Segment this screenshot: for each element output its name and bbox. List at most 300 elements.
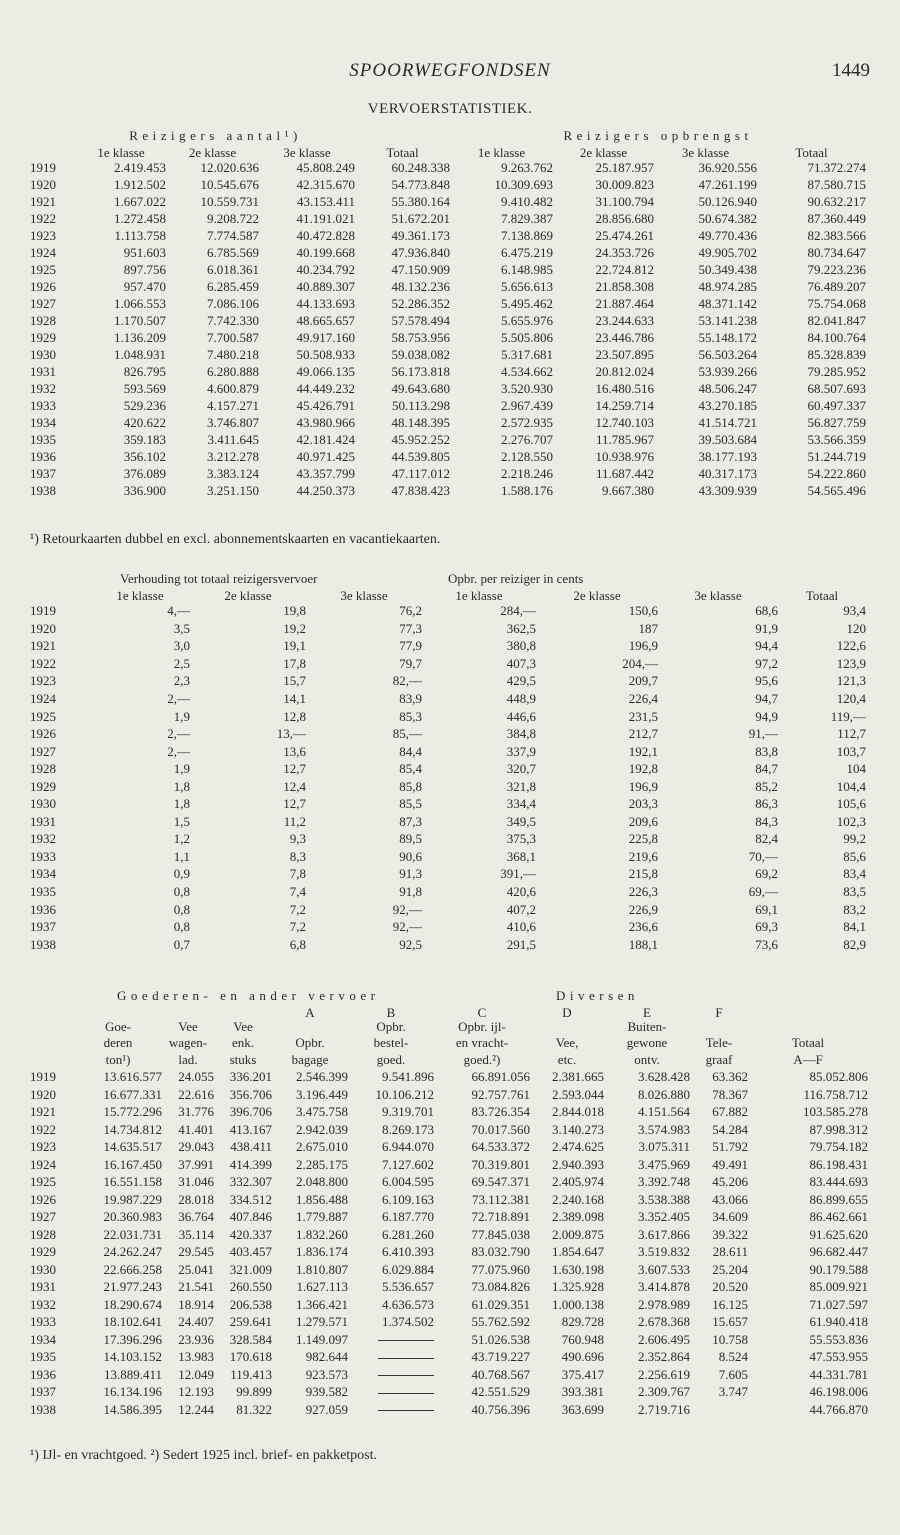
value-cell: 9,3 (289, 831, 306, 847)
value-cell: 215,8 (628, 866, 658, 882)
value-cell: 2.048.800 (296, 1174, 348, 1189)
value-cell: 219,6 (628, 848, 658, 864)
year-cell: 1936 (30, 1366, 56, 1382)
value-cell: 69,1 (755, 901, 778, 917)
value-cell: 12,4 (283, 778, 306, 794)
value-cell: 83,8 (755, 743, 778, 759)
year-cell: 1927 (30, 743, 56, 759)
value-cell: 1.000.138 (552, 1296, 604, 1312)
value-cell: 72.718.891 (471, 1209, 530, 1224)
value-cell: 83.444.693 (809, 1174, 868, 1189)
value-cell: 192,8 (628, 761, 658, 777)
value-cell: 103.585.278 (803, 1104, 868, 1119)
table-row (30, 295, 866, 312)
value-cell: 48.506.247 (698, 381, 757, 396)
value-cell: 2.593.044 (552, 1086, 604, 1102)
table-row (30, 1348, 868, 1366)
value-cell: 328.584 (229, 1331, 272, 1347)
value-cell: 170.618 (229, 1349, 272, 1364)
column-header: Tele- graaf (705, 1035, 733, 1067)
table-row (30, 244, 866, 261)
table-row (30, 918, 866, 936)
value-cell: 3.411.645 (207, 432, 259, 447)
column-header: Buiten- gewone ontv. (626, 1019, 668, 1067)
value-cell: 47.117.012 (391, 466, 450, 481)
value-cell: 2.940.393 (552, 1156, 604, 1172)
table-row (30, 329, 866, 346)
value-cell: 2.285.175 (296, 1156, 348, 1172)
value-cell: 73.084.826 (471, 1279, 530, 1294)
value-cell: 52.286.352 (391, 296, 450, 311)
value-cell: 43.719.227 (471, 1349, 530, 1364)
value-cell: 231,5 (628, 708, 658, 724)
value-cell: 8.026.880 (638, 1086, 690, 1102)
value-cell: 53.939.266 (698, 364, 757, 379)
value-cell: 14.734.812 (103, 1121, 162, 1137)
value-cell: 7,2 (289, 919, 306, 935)
value-cell: 42.315.670 (296, 177, 355, 192)
value-cell: 363.699 (561, 1401, 604, 1417)
value-cell: 14.103.152 (103, 1349, 162, 1364)
value-cell: 1.325.928 (552, 1279, 604, 1294)
footnote-retourkaarten: ¹) Retourkaarten dubbel en excl. abonnementskaarten en vacantiekaarten. (30, 532, 441, 547)
value-cell: 68.507.693 (807, 381, 866, 396)
year-cell: 1935 (30, 1349, 56, 1364)
value-cell: 3.538.388 (638, 1191, 690, 1207)
value-cell: 28.856.680 (595, 211, 654, 226)
value-cell: 1,8 (173, 778, 190, 794)
value-cell: 48.665.657 (296, 313, 355, 328)
value-cell: 6.004.595 (382, 1174, 434, 1189)
table-row (30, 1068, 868, 1086)
value-cell: 1.066.553 (114, 296, 166, 311)
value-cell: 49.066.135 (296, 364, 355, 379)
value-cell: 83.726.354 (471, 1104, 530, 1119)
value-cell: 826.795 (123, 364, 166, 379)
value-cell: 17.396.296 (103, 1331, 162, 1347)
value-cell: 196,9 (628, 778, 658, 794)
value-cell: 87.360.449 (807, 211, 866, 226)
value-cell: 375.417 (561, 1366, 604, 1382)
value-cell: 23.446.786 (595, 330, 654, 345)
value-cell: 10.545.676 (200, 177, 259, 192)
year-cell: 1934 (30, 415, 56, 430)
value-cell: 83,4 (843, 866, 866, 882)
value-cell: 260.550 (229, 1279, 272, 1294)
table-row (30, 1365, 868, 1383)
year-cell: 1931 (30, 1279, 56, 1294)
value-cell: 1.374.502 (382, 1314, 434, 1329)
value-cell: 48.132.236 (391, 279, 450, 294)
column-header: 1e klasse (97, 145, 145, 160)
year-cell: 1925 (30, 262, 56, 277)
value-cell: 43.309.939 (698, 483, 757, 498)
value-cell: 11.687.442 (595, 466, 654, 481)
value-cell: 2.719.716 (638, 1401, 690, 1417)
value-cell: 5.495.462 (501, 296, 553, 311)
value-cell: 73,6 (755, 936, 778, 952)
value-cell: 42.551.529 (471, 1384, 530, 1399)
year-cell: 1933 (30, 848, 56, 864)
value-cell: 8.524 (718, 1349, 748, 1364)
value-cell: 85,4 (399, 761, 422, 777)
value-cell (690, 1400, 748, 1418)
column-header: Totaal A—F (791, 1035, 825, 1067)
value-cell: 259.641 (229, 1314, 272, 1329)
value-cell: 11,2 (283, 813, 306, 829)
value-cell: 50.349.438 (698, 262, 757, 277)
value-cell: 337,9 (506, 743, 536, 759)
value-cell: 61.029.351 (471, 1296, 530, 1312)
value-cell: 49.491 (712, 1156, 748, 1172)
value-cell: 120 (846, 620, 866, 636)
year-cell: 1928 (30, 1226, 56, 1242)
table-row (30, 1330, 868, 1348)
value-cell: 56.173.818 (391, 364, 450, 379)
running-title: SPOORWEGFONDSEN (349, 60, 551, 81)
value-cell: 897.756 (123, 262, 166, 277)
value-cell: 7.480.218 (207, 347, 259, 362)
value-cell: 2.606.495 (638, 1331, 690, 1347)
value-cell: 85,— (392, 726, 422, 742)
value-cell: 85.052.806 (809, 1069, 868, 1084)
goods-table (30, 985, 868, 1418)
year-cell: 1919 (30, 160, 56, 175)
value-cell: 40.768.567 (471, 1366, 530, 1382)
value-cell: 50.113.298 (391, 398, 450, 413)
column-letter: F (715, 1005, 723, 1020)
value-cell: 951.603 (123, 245, 166, 260)
value-cell: 5.655.976 (501, 313, 553, 328)
value-cell: 1.912.502 (114, 177, 166, 192)
value-cell: 3.251.150 (207, 483, 259, 498)
table-row (30, 795, 866, 813)
value-cell: 6,8 (289, 936, 306, 952)
group-header-diversen: Diversen (556, 988, 639, 1003)
value-cell: 321,8 (506, 778, 536, 794)
value-cell: 18.914 (178, 1296, 214, 1312)
value-cell: 21.541 (178, 1279, 214, 1294)
value-cell: 77.075.960 (471, 1261, 530, 1277)
value-cell: 1.627.113 (296, 1279, 348, 1294)
value-cell: 393.381 (561, 1384, 604, 1399)
value-cell: 53.141.238 (698, 313, 757, 328)
year-cell: 1919 (30, 1069, 56, 1084)
value-cell: 39.322 (712, 1226, 748, 1242)
table-row (30, 813, 866, 831)
value-cell: 79,7 (399, 655, 422, 671)
value-cell: 40.889.307 (296, 279, 355, 294)
value-cell: 16.134.196 (103, 1384, 162, 1399)
value-cell: 87,3 (399, 813, 422, 829)
value-cell: 50.674.382 (698, 211, 757, 226)
value-cell: 2.352.864 (638, 1349, 690, 1364)
column-header: Vee wagen- lad. (168, 1019, 208, 1067)
value-cell: 69,3 (755, 919, 778, 935)
value-cell: 19.987.229 (103, 1191, 162, 1207)
value-cell: 85,5 (399, 796, 422, 812)
value-cell: 70,— (748, 848, 778, 864)
value-cell: 22.724.812 (595, 262, 654, 277)
table-row (30, 672, 866, 690)
value-cell: 45.206 (712, 1174, 748, 1189)
table-row (30, 1190, 868, 1208)
value-cell: 23.244.633 (595, 313, 654, 328)
value-cell: 829.728 (561, 1314, 604, 1329)
value-cell: 13.983 (178, 1349, 214, 1364)
value-cell: 376.089 (123, 466, 166, 481)
group-header-goods: Goederen- en ander vervoer (117, 988, 380, 1003)
value-cell: 12,7 (283, 761, 306, 777)
value-cell: 380,8 (506, 638, 536, 654)
value-cell: 104,4 (836, 778, 866, 794)
value-cell: 77,9 (399, 638, 422, 654)
value-cell: 22.666.258 (103, 1261, 162, 1277)
year-cell: 1937 (30, 919, 56, 935)
column-header: Vee, etc. (555, 1035, 579, 1067)
value-cell: 99.899 (236, 1384, 272, 1399)
value-cell: 2,5 (173, 655, 190, 671)
group-header-passenger-count: Reizigers aantal¹) (129, 128, 302, 143)
value-cell: 71.372.274 (807, 160, 866, 175)
value-cell: 55.553.836 (809, 1331, 868, 1347)
value-cell: 81.322 (236, 1401, 272, 1417)
column-header: 3e klasse (694, 588, 742, 603)
year-cell: 1937 (30, 1384, 56, 1399)
table-row (30, 655, 866, 673)
year-cell: 1920 (30, 177, 56, 192)
value-cell: 16.551.158 (103, 1174, 162, 1189)
year-cell: 1936 (30, 901, 56, 917)
year-cell: 1924 (30, 691, 56, 706)
value-cell: 40.317.173 (698, 466, 757, 481)
value-cell: 4.636.573 (382, 1296, 434, 1312)
value-cell: 1.279.571 (296, 1314, 348, 1329)
year-cell: 1935 (30, 884, 56, 900)
value-cell: 3.574.983 (638, 1121, 690, 1137)
value-cell: 5.536.657 (382, 1279, 434, 1294)
value-cell: 2.218.246 (501, 466, 553, 481)
value-cell: 105,6 (836, 796, 866, 812)
value-cell: 391,— (500, 866, 536, 882)
value-cell: 284,— (500, 603, 536, 619)
value-cell: 94,7 (755, 691, 778, 706)
value-cell: 31.100.794 (595, 194, 654, 209)
value-cell: 5.656.613 (501, 279, 553, 294)
table-row (30, 1208, 868, 1226)
year-cell: 1921 (30, 1104, 56, 1119)
value-cell: 2.942.039 (296, 1121, 348, 1137)
value-cell: 13.616.577 (103, 1069, 162, 1084)
value-cell: 85,6 (843, 848, 866, 864)
value-cell: 29.043 (178, 1139, 214, 1154)
value-cell: 6.029.884 (382, 1261, 434, 1277)
table-row (30, 1120, 868, 1138)
value-cell: 92.757.761 (471, 1086, 530, 1102)
value-cell: 3.140.273 (552, 1121, 604, 1137)
value-cell: 4.151.564 (638, 1104, 690, 1119)
value-cell: 57.578.494 (391, 313, 450, 328)
value-cell: 7.829.387 (501, 211, 553, 226)
value-cell: 36.920.556 (698, 160, 757, 175)
year-cell: 1923 (30, 1139, 56, 1154)
table-row (30, 1243, 868, 1261)
table-row (30, 431, 866, 448)
value-cell: 5.505.806 (501, 330, 553, 345)
table-row (30, 1155, 868, 1173)
value-cell: 48.371.142 (698, 296, 757, 311)
value-cell: 2.128.550 (501, 449, 553, 464)
value-cell: 82.041.847 (807, 313, 866, 328)
value-cell: 7.605 (718, 1366, 748, 1382)
table-row (30, 900, 866, 918)
value-cell: 91,— (748, 726, 778, 742)
year-cell: 1919 (30, 603, 56, 619)
table-row (30, 414, 866, 431)
value-cell: 939.582 (305, 1384, 348, 1399)
value-cell: 116.758.712 (803, 1086, 868, 1102)
dash-line (378, 1410, 434, 1411)
value-cell: 10.559.731 (200, 194, 259, 209)
value-cell: 7.127.602 (382, 1156, 434, 1172)
value-cell: 75.754.068 (807, 296, 866, 311)
value-cell: 99,2 (843, 831, 866, 847)
value-cell: 34.609 (712, 1209, 748, 1224)
table-row (30, 193, 866, 210)
value-cell: 982.644 (305, 1349, 348, 1364)
value-cell: 84.100.764 (807, 330, 866, 345)
value-cell: 321.009 (229, 1261, 272, 1277)
value-cell: 10.106.212 (375, 1086, 434, 1102)
value-cell: 16.125 (712, 1296, 748, 1312)
value-cell: 55.148.172 (698, 330, 757, 345)
value-cell: 187 (638, 620, 658, 636)
value-cell: 44.539.805 (391, 449, 450, 464)
year-cell: 1932 (30, 381, 56, 396)
value-cell: 2.405.974 (552, 1174, 604, 1189)
table-row (30, 620, 866, 638)
value-cell: 6.018.361 (207, 262, 259, 277)
value-cell: 20.520 (712, 1279, 748, 1294)
value-cell: 94,4 (755, 638, 778, 654)
table-row (30, 397, 866, 414)
year-cell: 1923 (30, 228, 56, 243)
column-letter: E (643, 1005, 651, 1020)
value-cell: 1,2 (173, 831, 190, 847)
table-row (30, 935, 866, 953)
value-cell: 58.753.956 (391, 330, 450, 345)
value-cell: 112,7 (837, 726, 866, 742)
value-cell: 54.284 (712, 1121, 748, 1137)
value-cell: 6.475.219 (501, 245, 553, 260)
value-cell: 86.899.655 (809, 1191, 868, 1207)
value-cell: 490.696 (561, 1349, 604, 1364)
value-cell: 79.285.952 (807, 364, 866, 379)
value-cell: 2,— (167, 743, 190, 759)
value-cell: 17,8 (283, 655, 306, 671)
value-cell: 1.854.647 (552, 1244, 604, 1259)
value-cell: 49.361.173 (391, 228, 450, 243)
value-cell: 14.259.714 (595, 398, 654, 413)
value-cell: 25.474.261 (595, 228, 654, 243)
column-header: Totaal (805, 588, 839, 603)
table-row (30, 1138, 868, 1156)
value-cell: 31.046 (178, 1174, 214, 1189)
value-cell: 203,3 (628, 796, 658, 812)
value-cell (348, 1330, 434, 1348)
table-row (30, 848, 866, 866)
value-cell: 1.856.488 (296, 1191, 348, 1207)
value-cell: 10.938.976 (595, 449, 654, 464)
year-cell: 1930 (30, 796, 56, 812)
value-cell: 90.632.217 (807, 194, 866, 209)
table-row (30, 830, 866, 848)
value-cell: 3.475.758 (296, 1104, 348, 1119)
value-cell: 1.170.507 (114, 313, 166, 328)
value-cell: 0,8 (173, 919, 190, 935)
value-cell: 359.183 (123, 432, 166, 447)
value-cell: 47.261.199 (698, 177, 757, 192)
value-cell: 13,6 (283, 743, 306, 759)
value-cell: 1.630.198 (552, 1261, 604, 1277)
column-letter: C (477, 1005, 487, 1020)
value-cell: 236,6 (628, 919, 658, 935)
value-cell: 44.133.693 (296, 296, 355, 311)
value-cell: 71.027.597 (809, 1296, 868, 1312)
value-cell: 40.971.425 (296, 449, 355, 464)
value-cell: 150,6 (628, 603, 658, 619)
value-cell: 8.269.173 (382, 1121, 434, 1137)
year-cell: 1924 (30, 245, 56, 260)
value-cell: 25.041 (178, 1261, 214, 1277)
value-cell: 0,7 (173, 936, 190, 952)
value-cell: 50.126.940 (698, 194, 757, 209)
year-cell: 1930 (30, 347, 56, 362)
table-row (30, 448, 866, 465)
value-cell (348, 1383, 434, 1401)
value-cell: 23.936 (178, 1331, 214, 1347)
value-cell: 0,9 (173, 866, 190, 882)
value-cell: 2,— (167, 691, 190, 706)
value-cell: 375,3 (506, 831, 536, 847)
value-cell: 69,2 (755, 866, 778, 882)
year-cell: 1934 (30, 866, 56, 882)
value-cell: 7,2 (289, 901, 306, 917)
value-cell: 94,9 (755, 708, 778, 724)
value-cell: 413.167 (229, 1121, 272, 1137)
value-cell: 79.223.236 (807, 262, 866, 277)
value-cell: 14.586.395 (103, 1401, 162, 1417)
value-cell: 55.380.164 (391, 194, 450, 209)
value-cell: 92,— (392, 919, 422, 935)
year-cell: 1933 (30, 1314, 56, 1329)
value-cell: 446,6 (506, 708, 536, 724)
value-cell: 30.009.823 (595, 177, 654, 192)
value-cell: 12,8 (283, 708, 306, 724)
value-cell: 54.565.496 (807, 483, 866, 498)
value-cell: 15.772.296 (103, 1104, 162, 1119)
year-cell: 1931 (30, 364, 56, 379)
value-cell: 3.075.311 (638, 1139, 690, 1154)
table-row (30, 1278, 868, 1296)
column-header: 1e klasse (116, 588, 164, 603)
value-cell: 50.508.933 (296, 347, 355, 362)
column-header-row (30, 142, 866, 159)
value-cell: 407,2 (506, 901, 536, 917)
value-cell: 1.779.887 (296, 1209, 348, 1224)
column-header: Vee enk. stuks (229, 1019, 257, 1067)
value-cell: 429,5 (506, 673, 536, 689)
